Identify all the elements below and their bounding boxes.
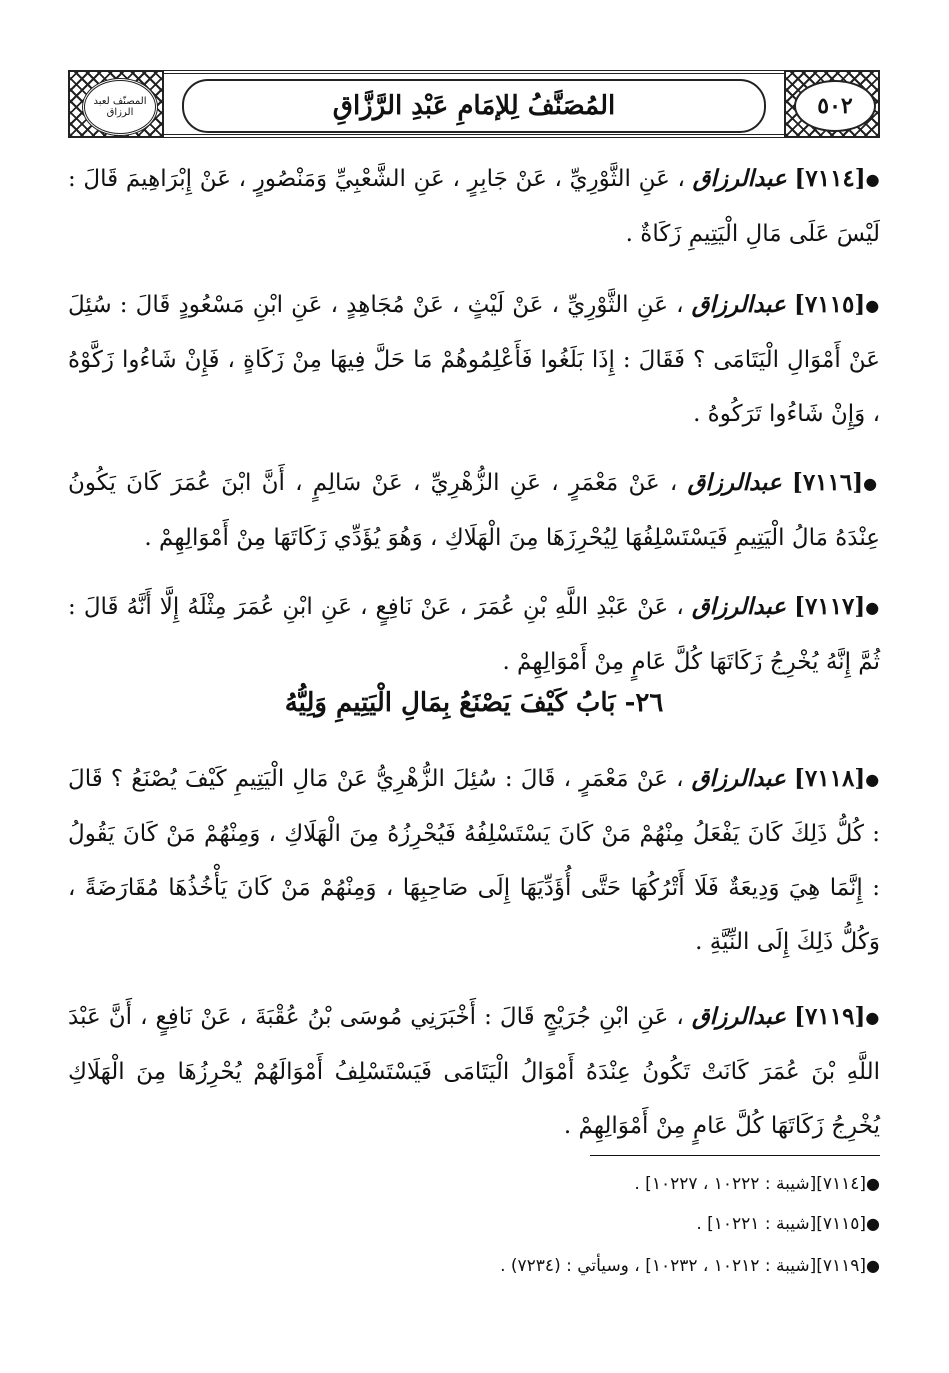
footnote-divider (590, 1155, 880, 1156)
narrator-name: عبدالرزاق (687, 469, 782, 496)
book-medallion: المصنّف لعبد الرزاق (82, 78, 158, 136)
hadith-text: ، عَنْ مَعْمَرٍ ، عَنِ الزُّهْرِيِّ ، عَنْ سَالِمٍ ، أَنَّ ابْنَ عُمَرَ كَانَ يَكُونُ عِنْدَهُ مَالُ الْيَتِيمِ فَيَسْتَسْلِفُهَا لِيُحْرِزَهَا مِنَ الْهَلَاكِ ، وَهُوَ يُؤَدِّي زَكَاتَهَا مِنْ أَمْوَالِهِمْ . (68, 470, 880, 551)
narrator-name: عبدالرزاق (691, 291, 786, 318)
bullet-icon: ● (865, 296, 880, 315)
book-title: المُصَنَّفُ لِلإمَامِ عَبْدِ الرَّزَّاقِ (182, 79, 766, 133)
narrator-name: عبدالرزاق (691, 1003, 787, 1030)
ornament-left (68, 70, 164, 138)
bullet-icon: ● (865, 1008, 881, 1027)
hadith-text: ، عَنْ مَعْمَرٍ ، قَالَ : سُئِلَ الزُّهْرِيُّ عَنْ مَالِ الْيَتِيمِ كَيْفَ يُصْنَعُ ؟ قَالَ : كُلُّ ذَلِكَ كَانَ يَفْعَلُ مِنْهُمْ مَنْ كَانَ يَسْتَسْلِفُهُ فَيُحْرِزُهُ مِنَ الْهَلَاكِ ، وَمِنْهُمْ مَنْ كَانَ يَقُولُ : إِنَّمَا هِيَ وَدِيعَةٌ فَلَا أَتْرُكُهَا حَتَّى أُؤَدِّيَهَا إِلَى صَاحِبِهَا ، وَمِنْهُمْ مَنْ كَانَ يَأْخُذُهَا مُقَارَضَةً ، وَكُلُّ ذَلِكَ إِلَى النِّيَّةِ . (68, 766, 880, 955)
bullet-icon: ● (865, 170, 881, 189)
bullet-icon: ● (863, 474, 881, 493)
page-header (68, 70, 880, 138)
page-number: ٥٠٢ (794, 80, 876, 132)
hadith-text: ، عَنِ ابْنِ جُرَيْجٍ قَالَ : أَخْبَرَنِي مُوسَى بْنُ عُقْبَةَ ، عَنْ نَافِعٍ ، أَنَّ عَبْدَ اللَّهِ بْنَ عُمَرَ كَانَتْ تَكُونُ عِنْدَهُ أَمْوَالُ الْيَتَامَى فَيَسْتَسْلِفُ أَمْوَالَهُمْ يُحْرِزُهَا مِنَ الْهَلَاكِ يُخْرِجُ زَكَاتَهَا كُلَّ عَامٍ مِنْ أَمْوَالِهِمْ . (68, 1004, 880, 1139)
hadith-number: [٧١١٩] (794, 1003, 866, 1030)
ornament-right (784, 70, 880, 138)
hadith-text: ، عَنْ عَبْدِ اللَّهِ بْنِ عُمَرَ ، عَنْ نَافِعٍ ، عَنِ ابْنِ عُمَرَ مِثْلَهُ إِلَّا أَنَّهُ قَالَ : ثُمَّ إِنَّهُ يُخْرِجُ زَكَاتَهَا كُلَّ عَامٍ مِنْ أَمْوَالِهِمْ . (68, 594, 880, 675)
bullet-icon: ● (865, 770, 881, 789)
hadith-paragraph (68, 990, 880, 1153)
hadith-number: [٧١١٥] (794, 291, 866, 318)
hadith-text: ، عَنِ الثَّوْرِيِّ ، عَنْ لَيْثٍ ، عَنْ مُجَاهِدٍ ، عَنِ ابْنِ مَسْعُودٍ قَالَ : سُئِلَ عَنْ أَمْوَالِ الْيَتَامَى ؟ فَقَالَ : إِذَا بَلَغُوا فَأَعْلِمُوهُمْ مَا حَلَّ فِيهَا مِنْ زَكَاةٍ ، فَإِنْ شَاءُوا زَكَّوْهُ ، وَإِنْ شَاءُوا تَرَكُوهُ . (68, 292, 880, 427)
narrator-name: عبدالرزاق (691, 765, 786, 792)
narrator-name: عبدالرزاق (692, 165, 787, 192)
hadith-paragraph (68, 152, 880, 261)
hadith-paragraph (68, 278, 880, 441)
bullet-icon: ● (866, 1174, 880, 1193)
hadith-number: [٧١١٤] (794, 165, 866, 192)
bullet-icon: ● (866, 1256, 880, 1275)
hadith-text: ، عَنِ الثَّوْرِيِّ ، عَنْ جَابِرٍ ، عَنِ الشَّعْبِيِّ وَمَنْصُورٍ ، عَنْ إِبْرَاهِيمَ قَالَ : لَيْسَ عَلَى مَالِ الْيَتِيمِ زَكَاةٌ . (68, 166, 880, 247)
footnote-text: [٧١١٤][شيبة : ١٠٢٢٢ ، ١٠٢٢٧] . (634, 1174, 867, 1194)
hadith-paragraph (68, 456, 880, 565)
footnote (68, 1172, 880, 1196)
footnote (68, 1254, 880, 1278)
hadith-paragraph (68, 580, 880, 689)
footnote (68, 1212, 880, 1236)
hadith-number: [٧١١٧] (794, 593, 866, 620)
bullet-icon: ● (865, 598, 881, 617)
hadith-number: [٧١١٨] (794, 765, 866, 792)
narrator-name: عبدالرزاق (691, 593, 787, 620)
hadith-paragraph (68, 752, 880, 969)
footnote-text: [٧١١٩][شيبة : ١٠٢١٢ ، ١٠٢٣٢] ، وسيأتي : (٧٢٣٤) . (500, 1256, 867, 1276)
bullet-icon: ● (866, 1214, 880, 1233)
title-band (164, 70, 784, 138)
hadith-number: [٧١١٦] (791, 469, 864, 496)
footnote-text: [٧١١٥][شيبة : ١٠٢٢١] . (696, 1214, 867, 1234)
chapter-heading: ٢٦- بَابُ كَيْفَ يَصْنَعُ بِمَالِ الْيَتِيمِ وَلِيُّهُ (284, 688, 664, 718)
